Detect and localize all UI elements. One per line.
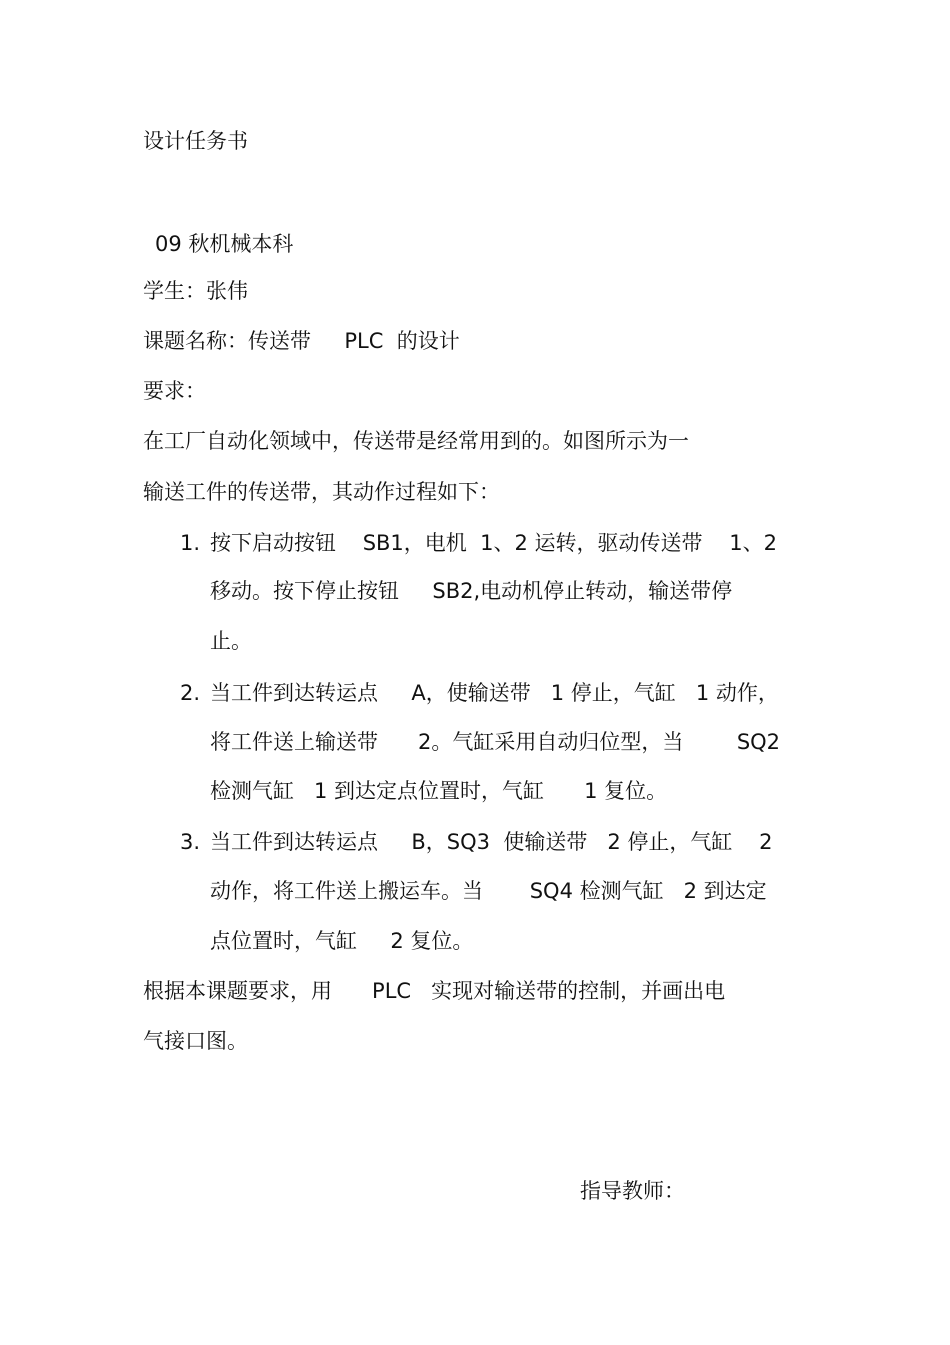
- requirement-line: 当工件到达转运点 A，使输送带 1 停止，气缸 1 动作，: [210, 681, 779, 705]
- requirement-line: 移动。按下停止按钮 SB2,电动机停止转动，输送带停: [210, 579, 733, 603]
- requirement-line: 动作，将工件送上搬运车。当 SQ4 检测气缸 2 到达定: [210, 879, 767, 903]
- requirement-line: 按下启动按钮 SB1，电机 1、2 运转，驱动传送带 1、2: [210, 531, 777, 555]
- document-title: 设计任务书: [143, 129, 248, 153]
- topic-name: 课题名称：传送带 PLC 的设计: [143, 329, 460, 353]
- requirement-line: 止。: [210, 629, 252, 653]
- requirements-label: 要求：: [143, 379, 206, 403]
- requirement-line: 检测气缸 1 到达定点位置时，气缸 1 复位。: [210, 779, 668, 803]
- student-name: 学生：张伟: [143, 279, 248, 303]
- closing-line: 根据本课题要求，用 PLC 实现对输送带的控制，并画出电: [143, 979, 726, 1003]
- requirement-number: 1.: [180, 531, 201, 555]
- requirement-line: 点位置时，气缸 2 复位。: [210, 929, 474, 953]
- requirement-line: 将工件送上输送带 2。气缸采用自动归位型，当 SQ2: [210, 730, 781, 754]
- intro-line: 输送工件的传送带，其动作过程如下：: [143, 480, 500, 504]
- class-info: 09 秋机械本科: [155, 232, 294, 256]
- requirement-number: 2.: [180, 681, 201, 705]
- requirement-line: 当工件到达转运点 B，SQ3 使输送带 2 停止，气缸 2: [210, 830, 773, 854]
- intro-line: 在工厂自动化领域中，传送带是经常用到的。如图所示为一: [143, 429, 689, 453]
- requirement-number: 3.: [180, 830, 201, 854]
- teacher-label: 指导教师：: [580, 1179, 685, 1203]
- closing-line: 气接口图。: [143, 1029, 248, 1053]
